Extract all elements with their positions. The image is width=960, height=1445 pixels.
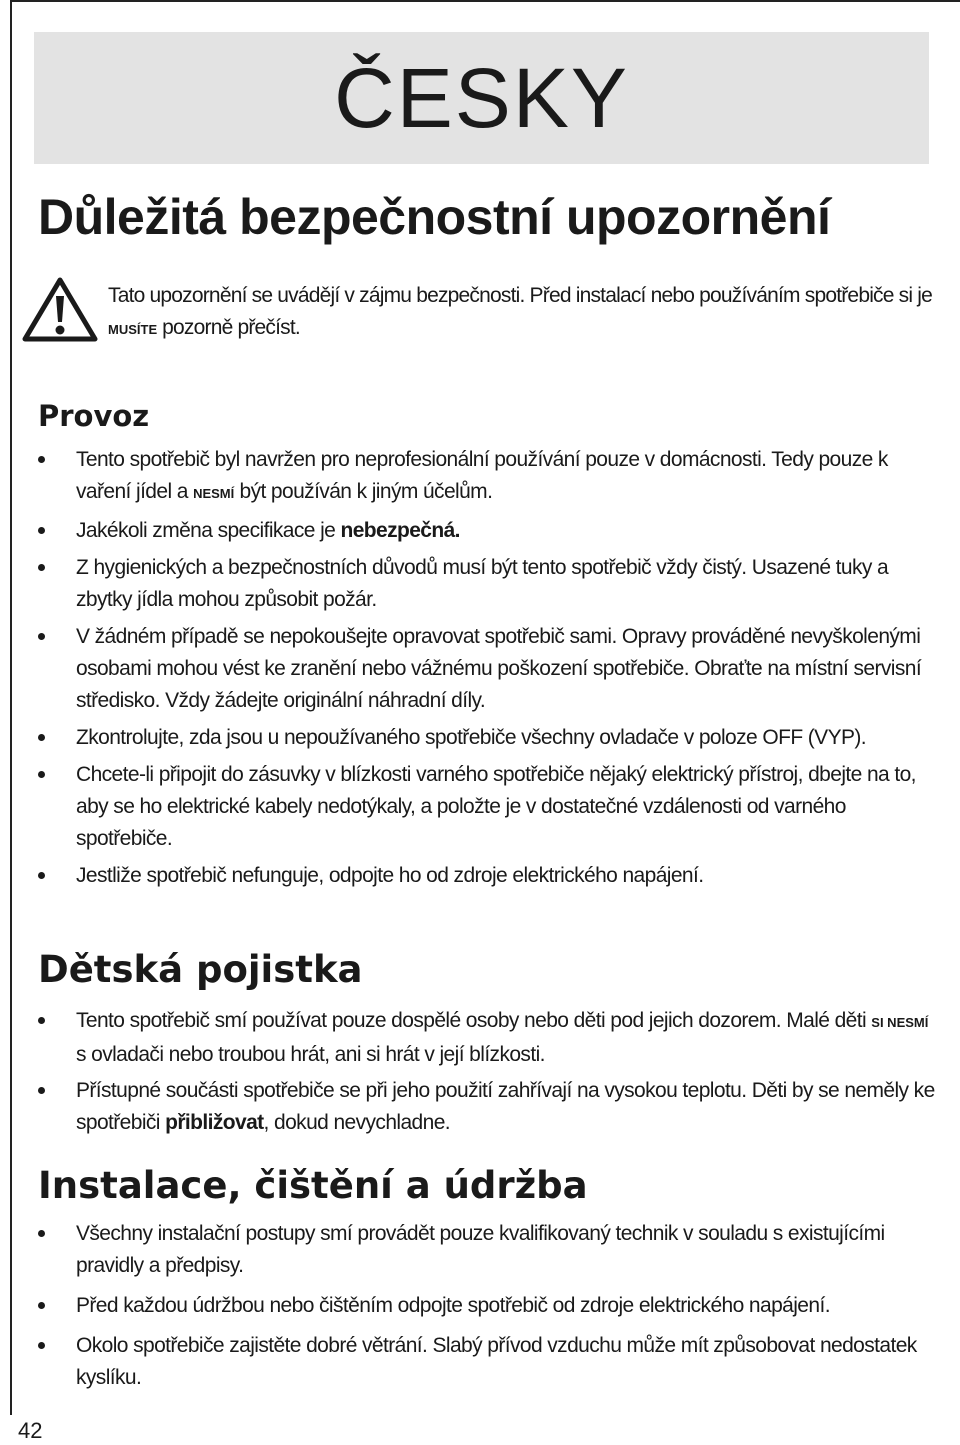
detska-pojistka-list [0, 1005, 960, 1143]
safety-warning-text [108, 280, 938, 346]
detska-item-2-text-end: , dokud nevychladne. [263, 1111, 451, 1134]
provoz-item-1-text-end: být používán k jiným účelům. [234, 480, 493, 503]
provoz-list [0, 444, 960, 897]
provoz-item-2-emphasis: nebezpečná. [340, 519, 460, 542]
detska-item-2-emphasis: přibližovat [165, 1111, 264, 1134]
instalace-list [0, 1218, 960, 1402]
page-frame-top-rule [10, 0, 960, 2]
language-label: ČESKY [334, 51, 629, 145]
section-heading-detska-pojistka: Dětská pojistka [38, 948, 363, 991]
detska-item-1-text-end: s ovladači nebo troubou hrát, ani si hrát v její blízkosti. [76, 1043, 545, 1066]
provoz-item-1 [0, 444, 960, 510]
provoz-item-2 [0, 515, 960, 547]
section-heading-provoz: Provoz [38, 399, 150, 433]
page-title: Důležitá bezpečnostní upozornění [38, 189, 831, 245]
section-heading-instalace: Instalace, čištění a údržba [38, 1164, 588, 1207]
language-banner [34, 32, 929, 164]
detska-item-1 [0, 1005, 960, 1071]
provoz-item-4: V žádném případě se nepokoušejte opravovat spotřebič sami. Opravy prováděné nevyškolenými osobami mohou vést ke zranění nebo vážnému poškození spotřebiče. Obraťte na místní servisní středisko. Vždy žádejte originální náhradní díly. [0, 621, 960, 717]
instalace-item-1: Všechny instalační postupy smí provádět pouze kvalifikovaný technik v souladu s existujícími pravidly a předpisy. [0, 1218, 960, 1282]
detska-item-2 [0, 1075, 960, 1139]
detska-item-1-text: Tento spotřebič smí používat pouze dospělé osoby nebo děti pod jejich dozorem. Malé děti [76, 1009, 872, 1032]
provoz-item-7: Jestliže spotřebič nefunguje, odpojte ho od zdroje elektrického napájení. [0, 860, 960, 892]
instalace-item-2: Před každou údržbou nebo čištěním odpojte spotřebič od zdroje elektrického napájení. [0, 1290, 960, 1322]
instalace-item-3: Okolo spotřebiče zajistěte dobré větrání. Slabý přívod vzduchu může mít způsobovat nedostatek kyslíku. [0, 1330, 960, 1394]
warning-text-part1: Tato upozornění se uvádějí v zájmu bezpečnosti. Před instalací nebo používáním spotřebiče si je [108, 284, 933, 307]
provoz-item-5: Zkontrolujte, zda jsou u nepoužívaného spotřebiče všechny ovladače v poloze OFF (VYP). [0, 722, 960, 754]
warning-triangle-icon [22, 276, 98, 342]
provoz-item-3: Z hygienických a bezpečnostních důvodů musí být tento spotřebič vždy čistý. Usazené tuky a zbytky jídla mohou způsobit požár. [0, 552, 960, 616]
provoz-item-1-emphasis: NESMÍ [193, 486, 235, 501]
provoz-item-2-text: Jakékoli změna specifikace je [76, 519, 341, 542]
warning-emphasis: MUSÍTE [108, 322, 158, 337]
warning-text-part2: pozorně přečíst. [157, 316, 300, 339]
provoz-item-1-text: Tento spotřebič byl navržen pro neprofesionální používání pouze v domácnosti. Tedy pouze k vaření jídel a [76, 448, 888, 503]
detska-item-2-text: Přístupné součásti spotřebiče se při jeho použití zahřívají na vysokou teplotu. Děti by se neměly ke spotřebiči [76, 1079, 935, 1134]
detska-item-1-emphasis: SI NESMÍ [871, 1015, 929, 1030]
page-number: 42 [18, 1418, 43, 1443]
provoz-item-6: Chcete-li připojit do zásuvky v blízkosti varného spotřebiče nějaký elektrický přístroj, dbejte na to, aby se ho elektrické kabely nedotýkaly, a položte je v dostatečné vzdálenosti od varného spotřebiče. [0, 759, 960, 855]
